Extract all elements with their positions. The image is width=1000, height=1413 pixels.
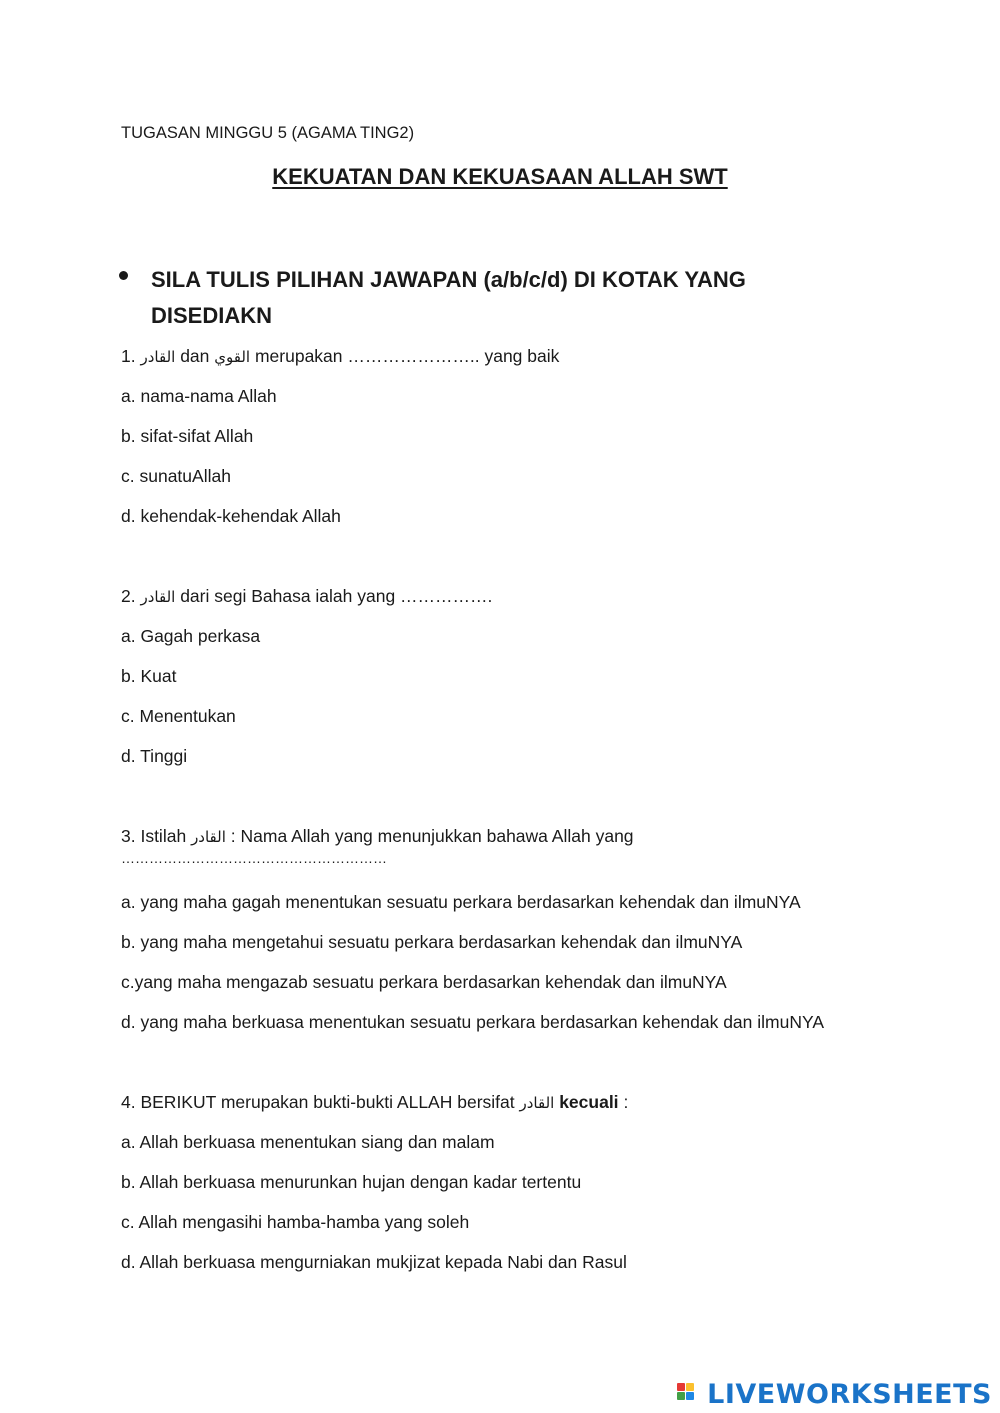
option-b: b. Kuat xyxy=(121,666,177,686)
option-b: b. Allah berkuasa menurunkan hujan dengan kadar tertentu xyxy=(121,1172,582,1192)
arabic-al-qadir: القادر xyxy=(519,1094,555,1112)
option-d: d. Tinggi xyxy=(121,746,188,766)
logo-mark-icon xyxy=(675,1379,705,1409)
logo-square-icon xyxy=(686,1383,694,1391)
option-c: c. Menentukan xyxy=(121,706,236,726)
option-b: b. yang maha mengetahui sesuatu perkara berdasarkan kehendak dan ilmuNYA xyxy=(121,932,743,952)
option-b: b. sifat-sifat Allah xyxy=(121,426,254,446)
option-a: a. Allah berkuasa menentukan siang dan malam xyxy=(121,1132,495,1152)
option-d: d. kehendak-kehendak Allah xyxy=(121,506,341,526)
logo-square-icon xyxy=(677,1392,685,1400)
question-emphasis: kecuali xyxy=(559,1092,619,1112)
question-number: 2. xyxy=(121,586,136,606)
question-1 xyxy=(121,345,559,368)
logo-square-icon xyxy=(677,1383,685,1391)
page-title: KEKUATAN DAN KEKUASAAN ALLAH SWT xyxy=(272,164,728,189)
option-a: a. Gagah perkasa xyxy=(121,626,261,646)
option-a: a. nama-nama Allah xyxy=(121,386,277,406)
arabic-al-qadir: القادر xyxy=(140,348,176,366)
arabic-al-qadir: القادر xyxy=(140,588,176,606)
option-d: d. yang maha berkuasa menentukan sesuatu perkara berdasarkan kehendak dan ilmuNYA xyxy=(121,1012,825,1032)
option-c: c. sunatuAllah xyxy=(121,466,231,486)
worksheet-header: TUGASAN MINGGU 5 (AGAMA TING2) xyxy=(121,124,415,142)
option-c: c.yang maha mengazab sesuatu perkara berdasarkan kehendak dan ilmuNYA xyxy=(121,972,727,992)
question-2 xyxy=(121,585,492,608)
answer-blank: ………………………………………………… xyxy=(121,850,387,866)
question-text: : xyxy=(623,1092,629,1112)
bullet-icon xyxy=(119,271,128,280)
logo-text: LIVEWORKSHEETS xyxy=(707,1378,992,1410)
question-text: 4. BERIKUT merupakan bukti-bukti ALLAH bersifat xyxy=(121,1092,515,1112)
arabic-al-qawiy: القوي xyxy=(214,348,251,366)
option-c: c. Allah mengasihi hamba-hamba yang soleh xyxy=(121,1212,470,1232)
arabic-al-qadir: القادر xyxy=(191,828,226,846)
instruction-text: SILA TULIS PILIHAN JAWAPAN (a/b/c/d) DI KOTAK YANG DISEDIAKN xyxy=(151,267,746,328)
question-text: merupakan ………………….. yang baik xyxy=(254,346,560,366)
liveworksheets-logo xyxy=(675,1376,992,1412)
question-text: : Nama Allah yang menunjukkan bahawa Allah yang xyxy=(230,826,634,846)
question-text: dari segi Bahasa ialah yang ……………. xyxy=(180,586,493,606)
question-number: 1. xyxy=(121,346,136,366)
option-d: d. Allah berkuasa mengurniakan mukjizat kepada Nabi dan Rasul xyxy=(121,1252,627,1272)
question-text: 3. Istilah xyxy=(121,826,187,846)
option-a: a. yang maha gagah menentukan sesuatu perkara berdasarkan kehendak dan ilmuNYA xyxy=(121,892,801,912)
question-text: dan xyxy=(180,346,210,366)
question-3 xyxy=(121,825,634,848)
logo-square-icon xyxy=(686,1392,694,1400)
question-4 xyxy=(121,1091,628,1114)
